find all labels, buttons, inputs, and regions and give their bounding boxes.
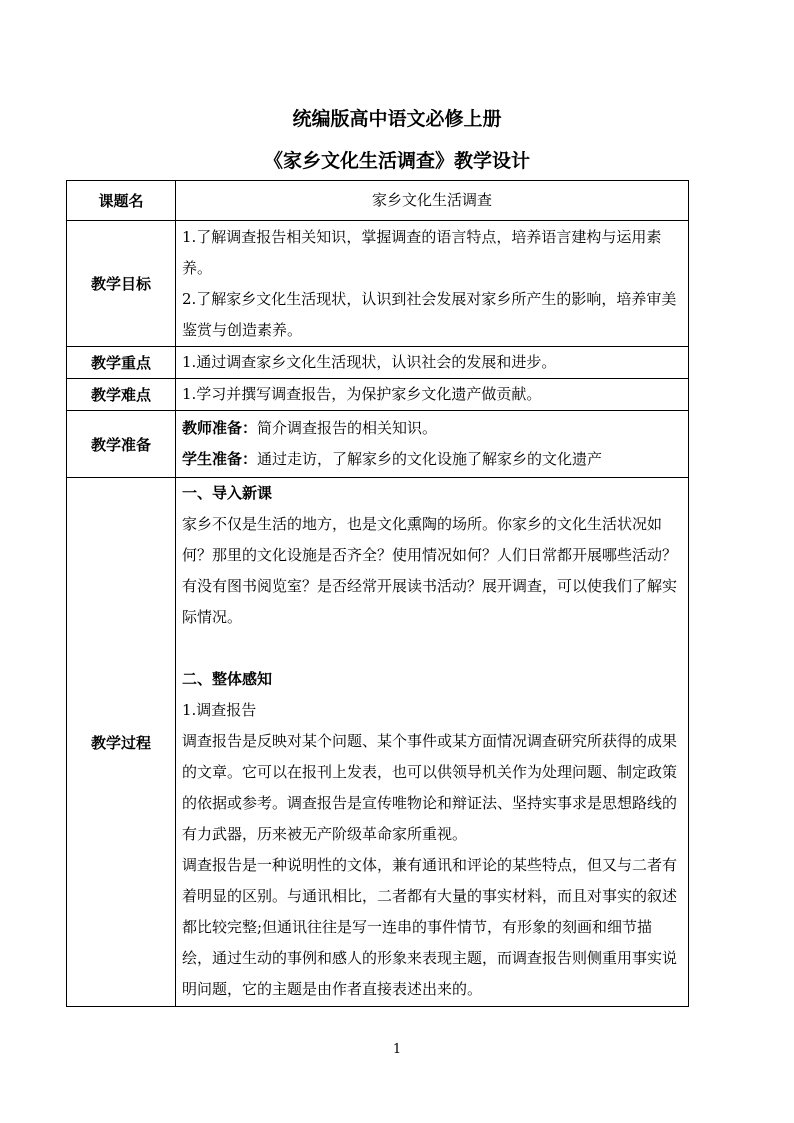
page-number: 1 [392, 1042, 402, 1057]
subheading: 1.调查报告 [182, 701, 257, 719]
paragraph: 调查报告是一种说明性的文体，兼有通讯和评论的某些特点，但又与二者有着明显的区别。与通讯相比，二者都有大量的事实材料，而且对事实的叙述都比较完整;但通讯往往是写一连串的事件情节，有形象的刻画和细节描绘，通过生动的事例和感人的形象来表现主题，而调查报告则侧重用事实说明问题，它的主题是由作者直接表述出来的。 [182, 856, 678, 998]
topic-value: 家乡文化生活调查 [176, 181, 689, 221]
student-prep [182, 444, 682, 475]
difficulty-row [67, 379, 689, 411]
focus-text: 1.通过调查家乡文化生活现状，认识社会的发展和进步。 [176, 347, 689, 379]
document-subtitle: 《家乡文化生活调查》教学设计 [263, 150, 530, 172]
section1-heading: 一、导入新课 [182, 484, 273, 502]
focus-label: 教学重点 [67, 347, 176, 379]
document-title: 统编版高中语文必修上册 [292, 108, 502, 130]
blank-line [182, 633, 682, 664]
paragraph: 调查报告是反映对某个问题、某个事件或某方面情况调查研究所获得的成果的文章。它可以在报刊上发表，也可以供领导机关作为处理问题、制定政策的依据或参考。调查报告是宣传唯物论和辩证法、坚持实事求是思想路线的有力武器，历来被无产阶级革命家所重视。 [182, 732, 678, 843]
student-prep-label: 学生准备： [182, 450, 258, 468]
process-label: 教学过程 [67, 478, 176, 1007]
prep-label: 教学准备 [67, 411, 176, 478]
goal-item: 1.了解调查报告相关知识，掌握调查的语言特点，培养语言建构与运用素养。 [182, 227, 662, 277]
topic-row [67, 181, 689, 221]
topic-label: 课题名 [67, 181, 176, 221]
prep-row [67, 411, 689, 478]
goals-label: 教学目标 [67, 221, 176, 347]
lesson-plan-table [66, 180, 689, 1007]
student-prep-text: 通过走访，了解家乡的文化设施了解家乡的文化遗产 [257, 450, 603, 468]
process-row [67, 478, 689, 1007]
focus-row [67, 347, 689, 379]
section1-text: 家乡不仅是生活的地方，也是文化熏陶的场所。你家乡的文化生活状况如何？那里的文化设施是否齐全？使用情况如何？人们日常都开展哪些活动？有没有图书阅览室？是否经常开展读书活动？展开调查，可以使我们了解实际情况。 [182, 515, 678, 626]
difficulty-label: 教学难点 [67, 379, 176, 411]
teacher-prep-text: 简介调查报告的相关知识。 [257, 419, 438, 437]
goal-item: 2.了解家乡文化生活现状，认识到社会发展对家乡所产生的影响，培养审美鉴赏与创造素养。 [182, 289, 677, 339]
goals-cell [176, 221, 689, 347]
difficulty-text: 1.学习并撰写调查报告，为保护家乡文化遗产做贡献。 [176, 379, 689, 411]
teacher-prep-label: 教师准备： [182, 419, 258, 437]
process-cell [176, 478, 689, 1007]
section2-heading: 二、整体感知 [182, 670, 273, 688]
teacher-prep [182, 413, 682, 444]
prep-cell [176, 411, 689, 478]
goals-row [67, 221, 689, 347]
